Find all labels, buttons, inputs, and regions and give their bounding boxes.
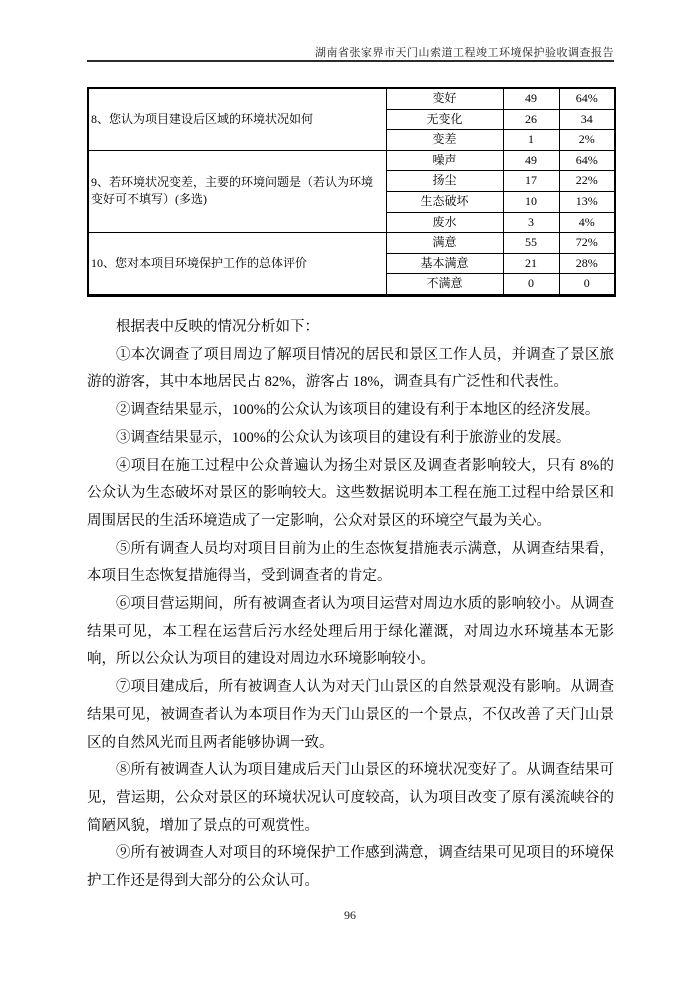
option-label: 满意 (386, 233, 503, 254)
page-number: 96 (344, 908, 356, 922)
option-label: 无变化 (386, 109, 503, 130)
analysis-paragraph-6: ⑥项目营运期间，所有被调查者认为项目运营对周边水质的影响较小。从调查结果可见，本工程在运营后污水经处理后用于绿化灌溉，对周边水环境基本无影响，所以公众认为项目的建设对周边水环境影响较小。 (87, 596, 614, 668)
option-percent: 64% (559, 150, 615, 171)
option-count: 1 (503, 130, 559, 151)
analysis-paragraph-5: ⑤所有调查人员均对项目目前为止的生态恢复措施表示满意，从调查结果看，本项目生态恢复措施得当，受到调查者的肯定。 (87, 540, 614, 585)
question-10-cell: 10、您对本项目环境保护工作的总体评价 (88, 233, 386, 296)
option-count: 0 (503, 274, 559, 296)
analysis-paragraph-7: ⑦项目建成后，所有被调查人认为对天门山景区的自然景观没有影响。从调查结果可见，被调查者认为本项目作为天门山景区的一个景点，不仅改善了天门山景区的自然风光而且两者能够协调一致。 (87, 679, 614, 751)
table-row (88, 88, 615, 109)
option-percent: 0 (559, 274, 615, 296)
analysis-paragraph-9: ⑨所有被调查人对项目的环境保护工作感到满意，调查结果可见项目的环境保护工作还是得到大部分的公众认可。 (87, 845, 614, 890)
analysis-paragraph-8: ⑧所有被调查人认为项目建成后天门山景区的环境状况变好了。从调查结果可见，营运期，公众对景区的环境状况认可度较高，认为项目改变了原有溪流峡谷的简陋风貌，增加了景点的可观赏性。 (87, 762, 614, 834)
table-row (88, 233, 615, 254)
option-label: 扬尘 (386, 171, 503, 192)
option-count: 10 (503, 191, 559, 212)
option-label: 生态破坏 (386, 191, 503, 212)
option-percent: 28% (559, 253, 615, 274)
analysis-paragraph-4: ④项目在施工过程中公众普遍认为扬尘对景区及调查者影响较大，只有 8%的公众认为生态破坏对景区的影响较大。这些数据说明本工程在施工过程中给景区和周围居民的生活环境造成了一定影响，公众对景区的环境空气最为关心。 (87, 457, 614, 529)
option-percent: 64% (559, 88, 615, 109)
option-label: 变差 (386, 130, 503, 151)
option-label: 基本满意 (386, 253, 503, 274)
header-title: 湖南省张家界市天门山索道工程竣工环境保护验收调查报告 (315, 47, 614, 59)
option-label: 不满意 (386, 274, 503, 296)
option-count: 21 (503, 253, 559, 274)
option-label: 变好 (386, 88, 503, 109)
survey-table (87, 87, 616, 297)
question-9-cell: 9、若环境状况变差，主要的环境问题是（若认为环境变好可不填写）(多选) (88, 150, 386, 232)
analysis-paragraph-2: ②调查结果显示，100%的公众认为该项目的建设有利于本地区的经济发展。 (116, 402, 600, 419)
option-count: 3 (503, 212, 559, 233)
header-rule (87, 60, 614, 62)
analysis-paragraph-3: ③调查结果显示，100%的公众认为该项目的建设有利于旅游业的发展。 (116, 429, 571, 446)
analysis-paragraph-1: ①本次调查了项目周边了解项目情况的居民和景区工作人员，并调查了景区旅游的游客，其中本地居民占 82%，游客占 18%，调查具有广泛性和代表性。 (87, 346, 614, 391)
option-count: 49 (503, 150, 559, 171)
option-percent: 13% (559, 191, 615, 212)
option-label: 噪声 (386, 150, 503, 171)
option-label: 废水 (386, 212, 503, 233)
option-percent: 2% (559, 130, 615, 151)
analysis-section (87, 314, 614, 896)
option-percent: 72% (559, 233, 615, 254)
option-percent: 4% (559, 212, 615, 233)
analysis-intro: 根据表中反映的情况分析如下： (116, 319, 319, 335)
option-count: 17 (503, 171, 559, 192)
table-row (88, 150, 615, 171)
question-8-cell: 8、您认为项目建设后区域的环境状况如何 (88, 88, 386, 150)
option-count: 26 (503, 109, 559, 130)
option-count: 49 (503, 88, 559, 109)
option-percent: 22% (559, 171, 615, 192)
option-count: 55 (503, 233, 559, 254)
option-percent: 34 (559, 109, 615, 130)
